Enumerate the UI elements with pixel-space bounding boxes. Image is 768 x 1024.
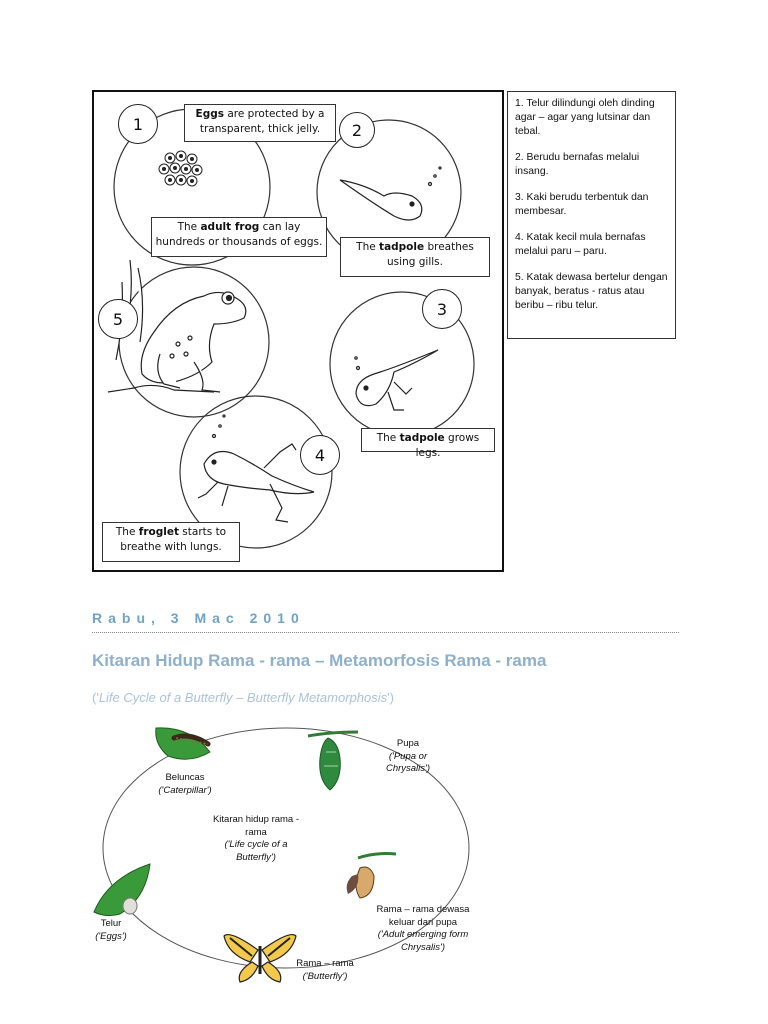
malay-item-2: 2. Berudu bernafas melalui insang. [515, 152, 640, 177]
butterfly-life-cycle-figure [90, 718, 530, 998]
froglet-caption: The froglet starts to breathe with lungs. [102, 522, 240, 562]
post-subtitle: ('Life Cycle of a Butterfly – Butterfly Metamorphosis') [92, 690, 394, 705]
post-title[interactable]: Kitaran Hidup Rama - rama – Metamorfosis Rama - rama [92, 651, 547, 670]
malay-item-5: 5. Katak dewasa bertelur dengan banyak, beratus - ratus atau beribu – ribu telur. [515, 272, 668, 311]
stage-number-1: 1 [118, 104, 158, 144]
egg-cluster [159, 151, 202, 186]
malay-translation-box [507, 91, 676, 339]
butterfly-icon [224, 935, 296, 982]
tadpole-legs-caption: The tadpole grows legs. [361, 428, 495, 452]
caterpillar-label: Beluncas ('Caterpillar') [158, 772, 212, 796]
center-label: Kitaran hidup rama - rama ('Life cycle of a Butterfly') [212, 814, 300, 863]
chrysalis-icon [308, 732, 358, 790]
malay-item-3: 3. Kaki berudu terbentuk dan membesar. [515, 192, 649, 217]
stage-number-2: 2 [339, 112, 375, 148]
tadpole-legs-drawing [355, 350, 438, 410]
emerging-label: Rama – rama dewasa keluar dari pupa ('Adult emerging form Chrysalis') [376, 904, 470, 953]
tadpole-drawing [340, 167, 441, 220]
eggs-label: Telur ('Eggs') [95, 918, 127, 942]
stage-number-5: 5 [98, 299, 138, 339]
tadpole-gills-caption: The tadpole breathes using gills. [340, 237, 490, 277]
malay-item-4: 4. Katak kecil mula bernafas melalui paru – paru. [515, 232, 646, 257]
malay-item-1: 1. Telur dilindungi oleh dinding agar – agar yang lutsinar dan tebal. [515, 98, 655, 137]
stage-number-4: 4 [300, 435, 340, 475]
frog-illustration [94, 92, 502, 570]
stage-number-3: 3 [422, 289, 462, 329]
caterpillar-leaf-icon [156, 728, 210, 759]
eggs-caption: Eggs are protected by a transparent, thick jelly. [184, 104, 336, 142]
pupa-label: Pupa ('Pupa or Chrysalis') [385, 738, 431, 774]
butterfly-label: Rama – rama ('Butterfly') [296, 958, 354, 982]
frog-life-cycle-figure [92, 90, 504, 572]
adult-frog-caption: The adult frog can lay hundreds or thousands of eggs. [151, 217, 327, 257]
froglet-drawing [198, 415, 314, 522]
post-date: Rabu, 3 Mac 2010 [92, 610, 305, 626]
date-divider [92, 632, 679, 633]
egg-leaf-icon [94, 864, 150, 916]
emerging-butterfly-icon [347, 854, 396, 899]
